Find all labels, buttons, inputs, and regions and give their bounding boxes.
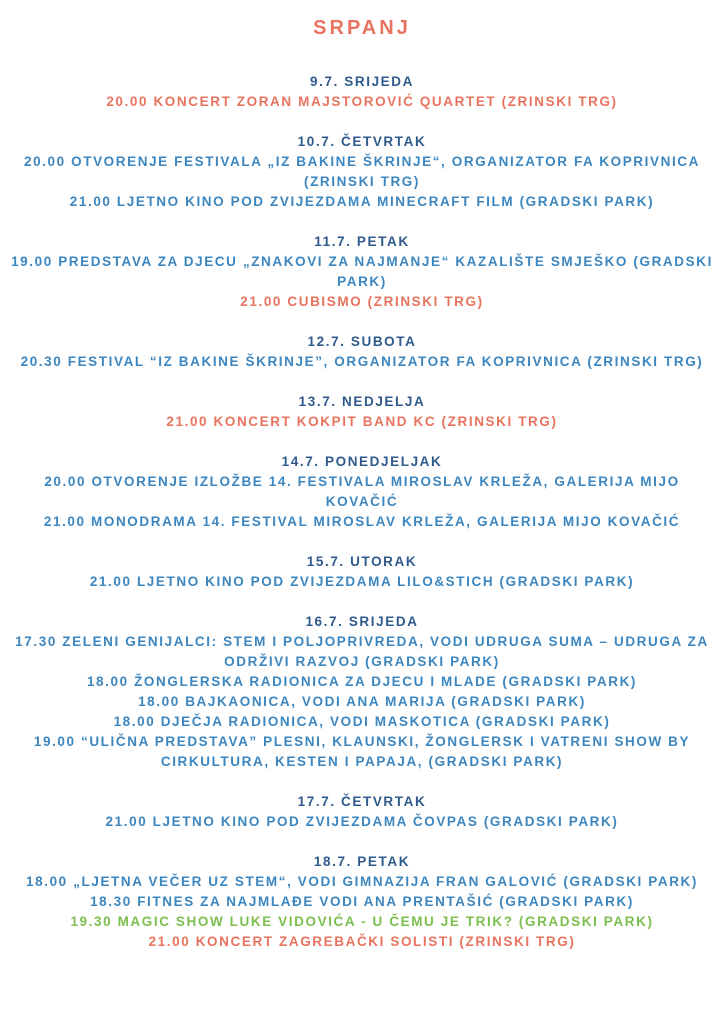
day-section <box>0 552 724 592</box>
day-heading: 11.7. PETAK <box>314 234 410 249</box>
event-item: 18.00 „LJETNA VEČER UZ STEM“, VODI GIMNAZIJA FRAN GALOVIĆ (GRADSKI PARK) <box>26 874 698 889</box>
event-item: 20.30 FESTIVAL “IZ BAKINE ŠKRINJE”, ORGANIZATOR FA KOPRIVNICA (ZRINSKI TRG) <box>20 354 704 369</box>
day-heading: 12.7. SUBOTA <box>307 334 417 349</box>
event-item: 20.00 OTVORENJE FESTIVALA „IZ BAKINE ŠKRINJE“, ORGANIZATOR FA KOPRIVNICA (ZRINSKI TRG) <box>23 154 701 189</box>
day-section <box>0 332 724 372</box>
day-heading: 13.7. NEDJELJA <box>298 394 426 409</box>
event-item: 21.00 LJETNO KINO POD ZVIJEZDAMA MINECRAFT FILM (GRADSKI PARK) <box>69 194 655 209</box>
event-item: 20.00 OTVORENJE IZLOŽBE 14. FESTIVALA MIROSLAV KRLEŽA, GALERIJA MIJO KOVAČIĆ <box>44 474 680 509</box>
event-item: 21.00 CUBISMO (ZRINSKI TRG) <box>240 294 484 309</box>
day-list <box>0 72 724 952</box>
day-heading: 16.7. SRIJEDA <box>305 614 419 629</box>
day-heading: 15.7. UTORAK <box>306 554 418 569</box>
event-item: 19.00 “ULIČNA PREDSTAVA” PLESNI, KLAUNSKI, ŽONGLERSK I VATRENI SHOW BY CIRKULTURA, KESTEN I PAPAJA, (GRADSKI PARK) <box>33 734 691 769</box>
day-section <box>0 612 724 772</box>
event-item: 21.00 KONCERT KOKPIT BAND KC (ZRINSKI TRG) <box>166 414 558 429</box>
event-item: 21.00 LJETNO KINO POD ZVIJEZDAMA ČOVPAS (GRADSKI PARK) <box>105 814 619 829</box>
event-item: 18.30 FITNES ZA NAJMLAĐE VODI ANA PRENTAŠIĆ (GRADSKI PARK) <box>90 894 634 909</box>
event-item: 21.00 KONCERT ZAGREBAČKI SOLISTI (ZRINSKI TRG) <box>148 934 576 949</box>
day-heading: 14.7. PONEDJELJAK <box>281 454 443 469</box>
event-item: 20.00 KONCERT ZORAN MAJSTOROVIĆ QUARTET (ZRINSKI TRG) <box>106 94 618 109</box>
event-item: 19.30 MAGIC SHOW LUKE VIDOVIĆA - U ČEMU JE TRIK? (GRADSKI PARK) <box>70 914 654 929</box>
event-item: 21.00 MONODRAMA 14. FESTIVAL MIROSLAV KRLEŽA, GALERIJA MIJO KOVAČIĆ <box>43 514 681 529</box>
day-heading: 18.7. PETAK <box>313 854 411 869</box>
day-section <box>0 392 724 432</box>
day-heading: 17.7. ČETVRTAK <box>297 794 427 809</box>
event-item: 18.00 BAJKAONICA, VODI ANA MARIJA (GRADSKI PARK) <box>138 694 586 709</box>
day-section <box>0 452 724 532</box>
day-section <box>0 792 724 832</box>
day-heading: 10.7. ČETVRTAK <box>297 134 427 149</box>
event-item: 19.00 PREDSTAVA ZA DJECU „ZNAKOVI ZA NAJMANJE“ KAZALIŠTE SMJEŠKO (GRADSKI PARK) <box>11 254 713 289</box>
day-section <box>0 72 724 112</box>
event-item: 18.00 DJEČJA RADIONICA, VODI MASKOTICA (GRADSKI PARK) <box>113 714 611 729</box>
event-item: 18.00 ŽONGLERSKA RADIONICA ZA DJECU I MLADE (GRADSKI PARK) <box>86 674 638 689</box>
month-title: SRPANJ <box>313 17 411 39</box>
day-section <box>0 852 724 952</box>
day-heading: 9.7. SRIJEDA <box>310 74 414 89</box>
event-item: 21.00 LJETNO KINO POD ZVIJEZDAMA LILO&STICH (GRADSKI PARK) <box>89 574 635 589</box>
day-section <box>0 132 724 212</box>
event-item: 17.30 ZELENI GENIJALCI: STEM I POLJOPRIVREDA, VODI UDRUGA SUMA – UDRUGA ZA ODRŽIVI RAZVOJ (GRADSKI PARK) <box>15 634 709 669</box>
day-section <box>0 232 724 312</box>
